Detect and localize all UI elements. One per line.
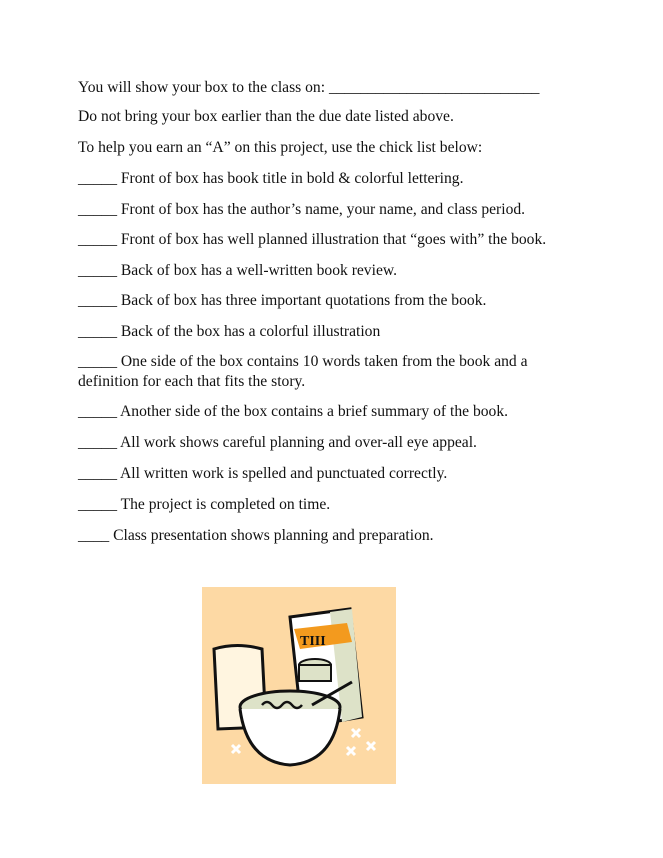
- checklist-item: _____ All work shows careful planning and over-all eye appeal.: [78, 434, 477, 451]
- checklist-item: _____ The project is completed on time.: [78, 496, 331, 513]
- checklist-item: _____ All written work is spelled and punctuated correctly.: [78, 465, 448, 482]
- checklist-item: _____ Front of box has the author’s name, your name, and class period.: [78, 201, 526, 218]
- checklist-item: _____ Back of the box has a colorful illustration: [78, 323, 381, 340]
- checklist-intro: To help you earn an “A” on this project, use the chick list below:: [78, 139, 483, 156]
- checklist-item: _____ Back of box has three important quotations from the book.: [78, 292, 487, 309]
- checklist-item: _____ One side of the box contains 10 words taken from the book and a definition for each that fits the story.: [78, 353, 528, 390]
- cereal-breakfast-clipart-icon: [202, 587, 396, 784]
- show-date-line: You will show your box to the class on: ___________________________: [78, 79, 540, 96]
- checklist-item: _____ Front of box has book title in bold & colorful lettering.: [78, 170, 464, 187]
- checklist-item: _____ Front of box has well planned illustration that “goes with” the book.: [78, 231, 547, 248]
- checklist-item: _____ Back of box has a well-written book review.: [78, 262, 398, 279]
- checklist-item: ____ Class presentation shows planning and preparation.: [78, 527, 434, 544]
- checklist-item: _____ Another side of the box contains a brief summary of the book.: [78, 403, 509, 420]
- svg-text:TIII: TIII: [300, 634, 326, 649]
- no-early-note: Do not bring your box earlier than the due date listed above.: [78, 108, 454, 125]
